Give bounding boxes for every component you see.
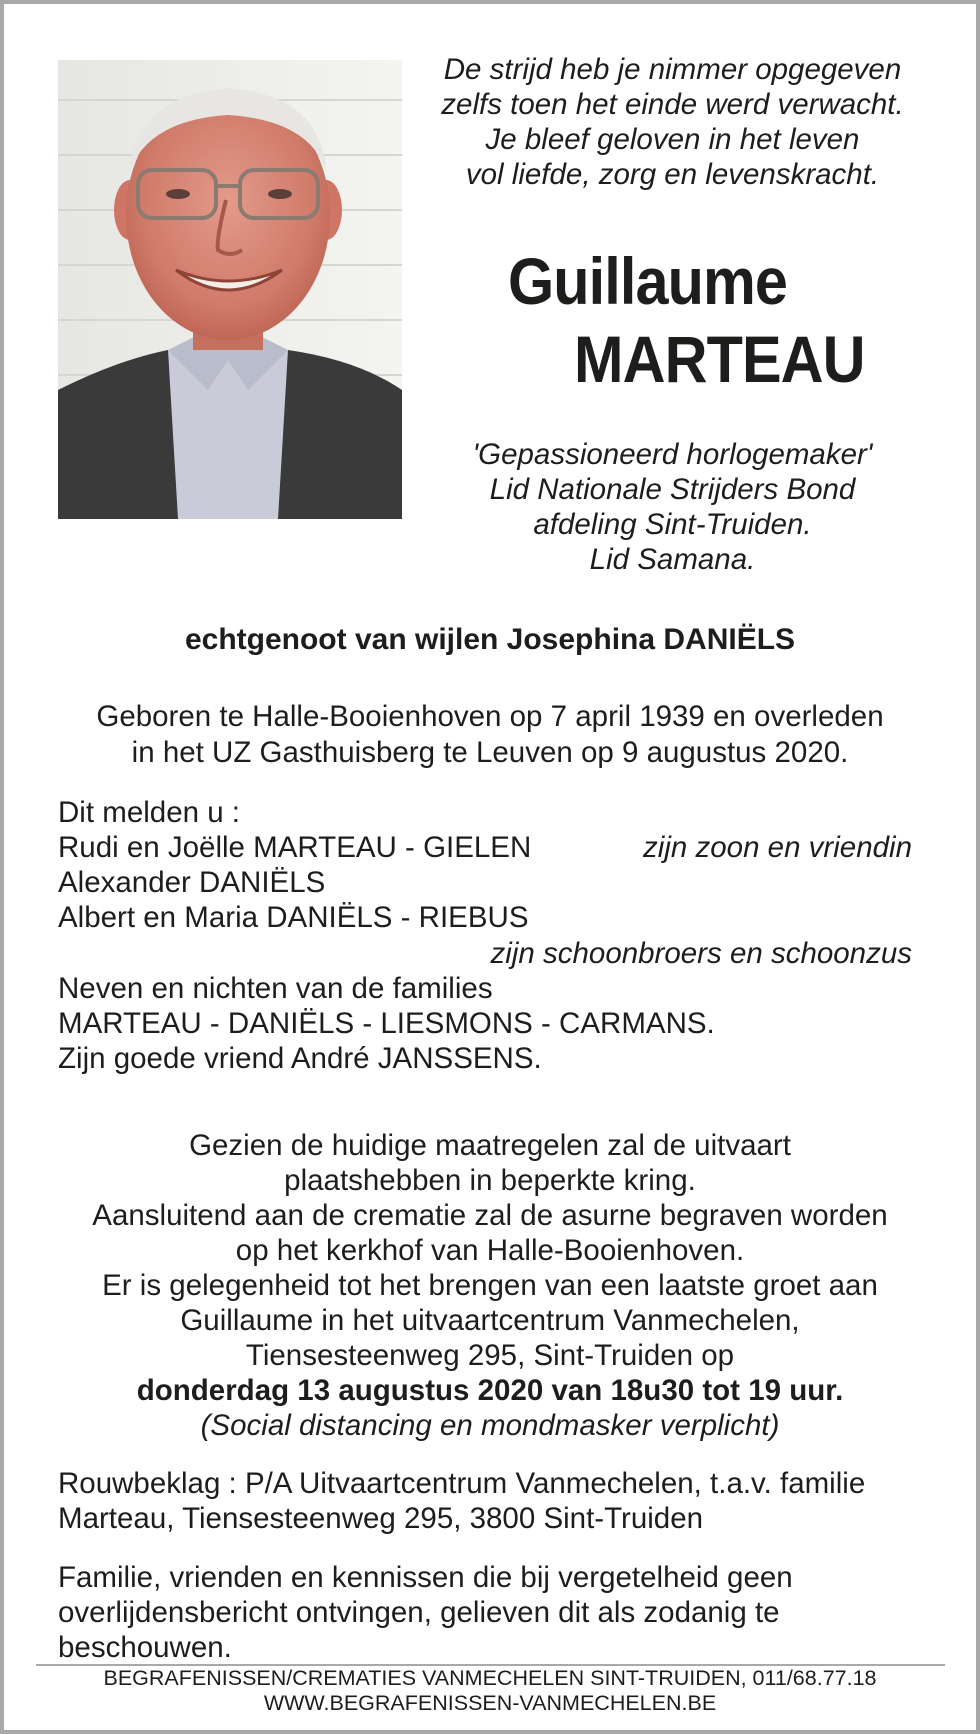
condolences-line: Rouwbeklag : P/A Uitvaartcentrum Vanmechelen, t.a.v. familie [58, 1467, 866, 1500]
deceased-last-name: MARTEAU [574, 322, 865, 396]
footer [0, 1666, 980, 1716]
birth-death-line: in het UZ Gasthuisberg te Leuven op 9 augustus 2020. [131, 736, 849, 769]
notice-line: Familie, vrienden en kennissen die bij vergetelheid geen [58, 1561, 793, 1594]
poem-line: zelfs toen het einde werd verwacht. [441, 88, 904, 121]
family-member: Rudi en Joëlle MARTEAU - GIELEN [58, 831, 532, 864]
family-member: Neven en nichten van de families [58, 972, 493, 1005]
funeral-details [30, 1128, 950, 1443]
family-member: Albert en Maria DANIËLS - RIEBUS [58, 901, 529, 934]
notice-text [58, 1560, 938, 1665]
funeral-line: plaatshebben in beperkte kring. [284, 1164, 696, 1197]
funeral-line: Er is gelegenheid tot het brengen van een laatste groet aan [102, 1269, 878, 1302]
poem-line: Je bleef geloven in het leven [485, 123, 860, 156]
title-line: Lid Samana. [589, 543, 756, 576]
birth-death-line: Geboren te Halle-Booienhoven op 7 april 1939 en overleden [96, 700, 884, 733]
funeral-line: op het kerkhof van Halle-Booienhoven. [235, 1234, 745, 1267]
funeral-line: Gezien de huidige maatregelen zal de uitvaart [189, 1129, 791, 1162]
poem-line: vol liefde, zorg en levenskracht. [465, 158, 880, 191]
visit-time: donderdag 13 augustus 2020 van 18u30 tot 19 uur. [136, 1374, 844, 1407]
footer-company: BEGRAFENISSEN/CREMATIES VANMECHELEN SINT-TRUIDEN, 011/68.77.18 [103, 1666, 877, 1690]
condolences-address [58, 1466, 938, 1536]
family-relation: zijn zoon en vriendin [643, 831, 912, 864]
condolences-line: Marteau, Tiensesteenweg 295, 3800 Sint-Truiden [58, 1502, 704, 1535]
title-line: 'Gepassioneerd horlogemaker' [472, 438, 873, 471]
portrait-photo [58, 60, 402, 519]
funeral-line: Aansluitend aan de crematie zal de asurne begraven worden [92, 1199, 888, 1232]
notice-line: overlijdensbericht ontvingen, gelieven dit als zodanig te [58, 1596, 780, 1629]
spouse-line: echtgenoot van wijlen Josephina DANIËLS [184, 623, 796, 656]
family-intro: Dit melden u : [58, 796, 240, 829]
funeral-line: Guillaume in het uitvaartcentrum Vanmechelen, [180, 1304, 800, 1337]
notice-line: beschouwen. [58, 1631, 232, 1664]
distancing-note: (Social distancing en mondmasker verplicht) [200, 1409, 780, 1442]
poem [405, 52, 940, 192]
deceased-titles [405, 437, 940, 577]
title-line: Lid Nationale Strijders Bond [489, 473, 856, 506]
footer-website: WWW.BEGRAFENISSEN-VANMECHELEN.BE [263, 1691, 717, 1715]
family-relation: zijn schoonbroers en schoonzus [490, 937, 912, 970]
birth-death-info [30, 699, 950, 771]
family-member: Zijn goede vriend André JANSSENS. [58, 1042, 542, 1075]
deceased-first-name: Guillaume [508, 244, 788, 318]
family-member: MARTEAU - DANIËLS - LIESMONS - CARMANS. [58, 1007, 715, 1040]
title-line: afdeling Sint-Truiden. [533, 508, 812, 541]
funeral-line: Tiensesteenweg 295, Sint-Truiden op [245, 1339, 735, 1372]
family-member: Alexander DANIËLS [58, 866, 326, 899]
poem-line: De strijd heb je nimmer opgegeven [443, 53, 902, 86]
